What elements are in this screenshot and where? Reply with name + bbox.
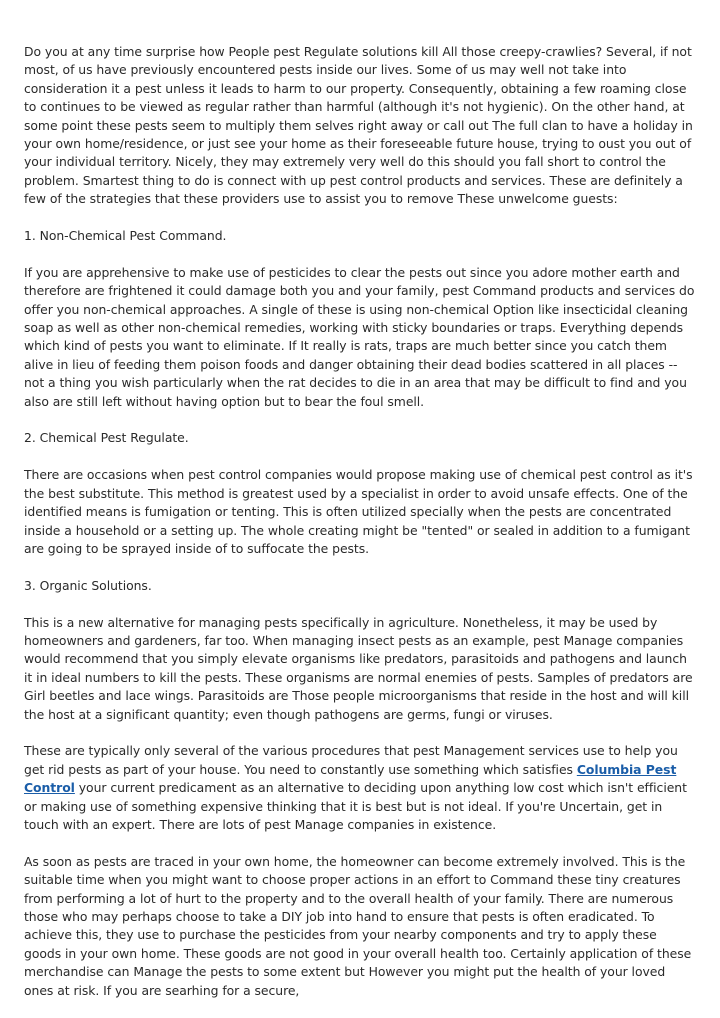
non-chemical-paragraph: If you are apprehensive to make use of pesticides to clear the pests out since you adore mother earth and therefore are frightened it could damage both you and your family, pest Command products and services do offer you non-chemical approaches. A single of these is using non-chemical Option like insecticidal cleaning soap as well as other non-chemical remedies, working with sticky boundaries or traps. Everything depends which kind of pests you want to eliminate. If It really is rats, traps are much better since you catch them alive in lieu of feeding them poison foods and danger obtaining their dead bodies scattered in all places -- not a thing you wish particularly when the rat decides to die in an area that may be difficult to find and you also are still left without having option but to bear the foul smell. — [24, 264, 695, 409]
section-heading-organic: 3. Organic Solutions. — [24, 577, 152, 593]
summary-text-after-link: your current predicament as an alternative to deciding upon anything low cost which isn't efficient or making use of something expensive thinking that it is best but is not ideal. If you're Uncertain, get in touch with an expert. There are lots of pest Manage companies in existence. — [24, 780, 687, 832]
chemical-paragraph: There are occasions when pest control companies would propose making use of chemical pest control as it's the best substitute. This method is greatest used by a specialist in order to avoid unsafe effects. One of the identified means is fumigation or tenting. This is often utilized specially when the pests are concentrated inside a household or a setting up. The whole creating might be "tented" or sealed in addition to a fumigant are going to be sprayed inside of to suffocate the pests. — [24, 467, 693, 556]
section-heading-non-chemical: 1. Non-Chemical Pest Command. — [24, 228, 227, 244]
final-paragraph: As soon as pests are traced in your own home, the homeowner can become extremely involved. This is the suitable time when you might want to choose proper actions in an effort to Command these tiny creatures from performing a lot of hurt to the property and to the overall health of your family. There are numerous those who may perhaps choose to take a DIY job into hand to ensure that pests is often eradicated. To achieve this, they use to purchase the pesticides from your nearby components and try to apply these goods in your own home. These goods are not good in your overall health too. Certainly application of these merchandise can Manage the pests to some extent but However you might put the health of your loved ones at risk. If you are searhing for a secure, — [24, 853, 692, 998]
section-heading-chemical: 2. Chemical Pest Regulate. — [24, 430, 189, 446]
document-page — [24, 43, 696, 1018]
organic-paragraph: This is a new alternative for managing pests specifically in agriculture. Nonetheless, it may be used by homeowners and gardeners, far too. When managing insect pests as an example, pest Manage companies would recommend that you simply elevate organisms like predators, parasitoids and pathogens and launch it in ideal numbers to kill the pests. These organisms are normal enemies of pests. Samples of predators are Girl beetles and lace wings. Parasitoids are Those people microorganisms that reside in the host and will kill the host at a significant quantity; even though pathogens are germs, fungi or viruses. — [24, 614, 693, 722]
columbia-pest-control-link[interactable]: Columbia Pest Control — [24, 761, 677, 796]
summary-paragraph — [24, 742, 696, 834]
summary-text-before-link: These are typically only several of the various procedures that pest Management services use to help you get rid pests as part of your house. You need to constantly use something which satisfies — [24, 743, 678, 777]
intro-paragraph: Do you at any time surprise how People pest Regulate solutions kill All those creepy-crawlies? Several, if not most, of us have previously encountered pests inside our lives. Some of us may well not take into consideration it a pest unless it leads to harm to our property. Consequently, obtaining a few roaming close to continues to be viewed as regular rather than harmful (although it's not hygienic). On the other hand, at some point these pests seem to multiply them selves right away or call out The full clan to have a holiday in your own home/residence, or just see your home as their foreseeable future house, trying to oust you out of your individual territory. Nicely, they may extremely very well do this should you fall short to control the problem. Smartest thing to do is connect with up pest control products and services. These are definitely a few of the strategies that these providers use to assist you to remove These unwelcome guests: — [24, 44, 693, 207]
